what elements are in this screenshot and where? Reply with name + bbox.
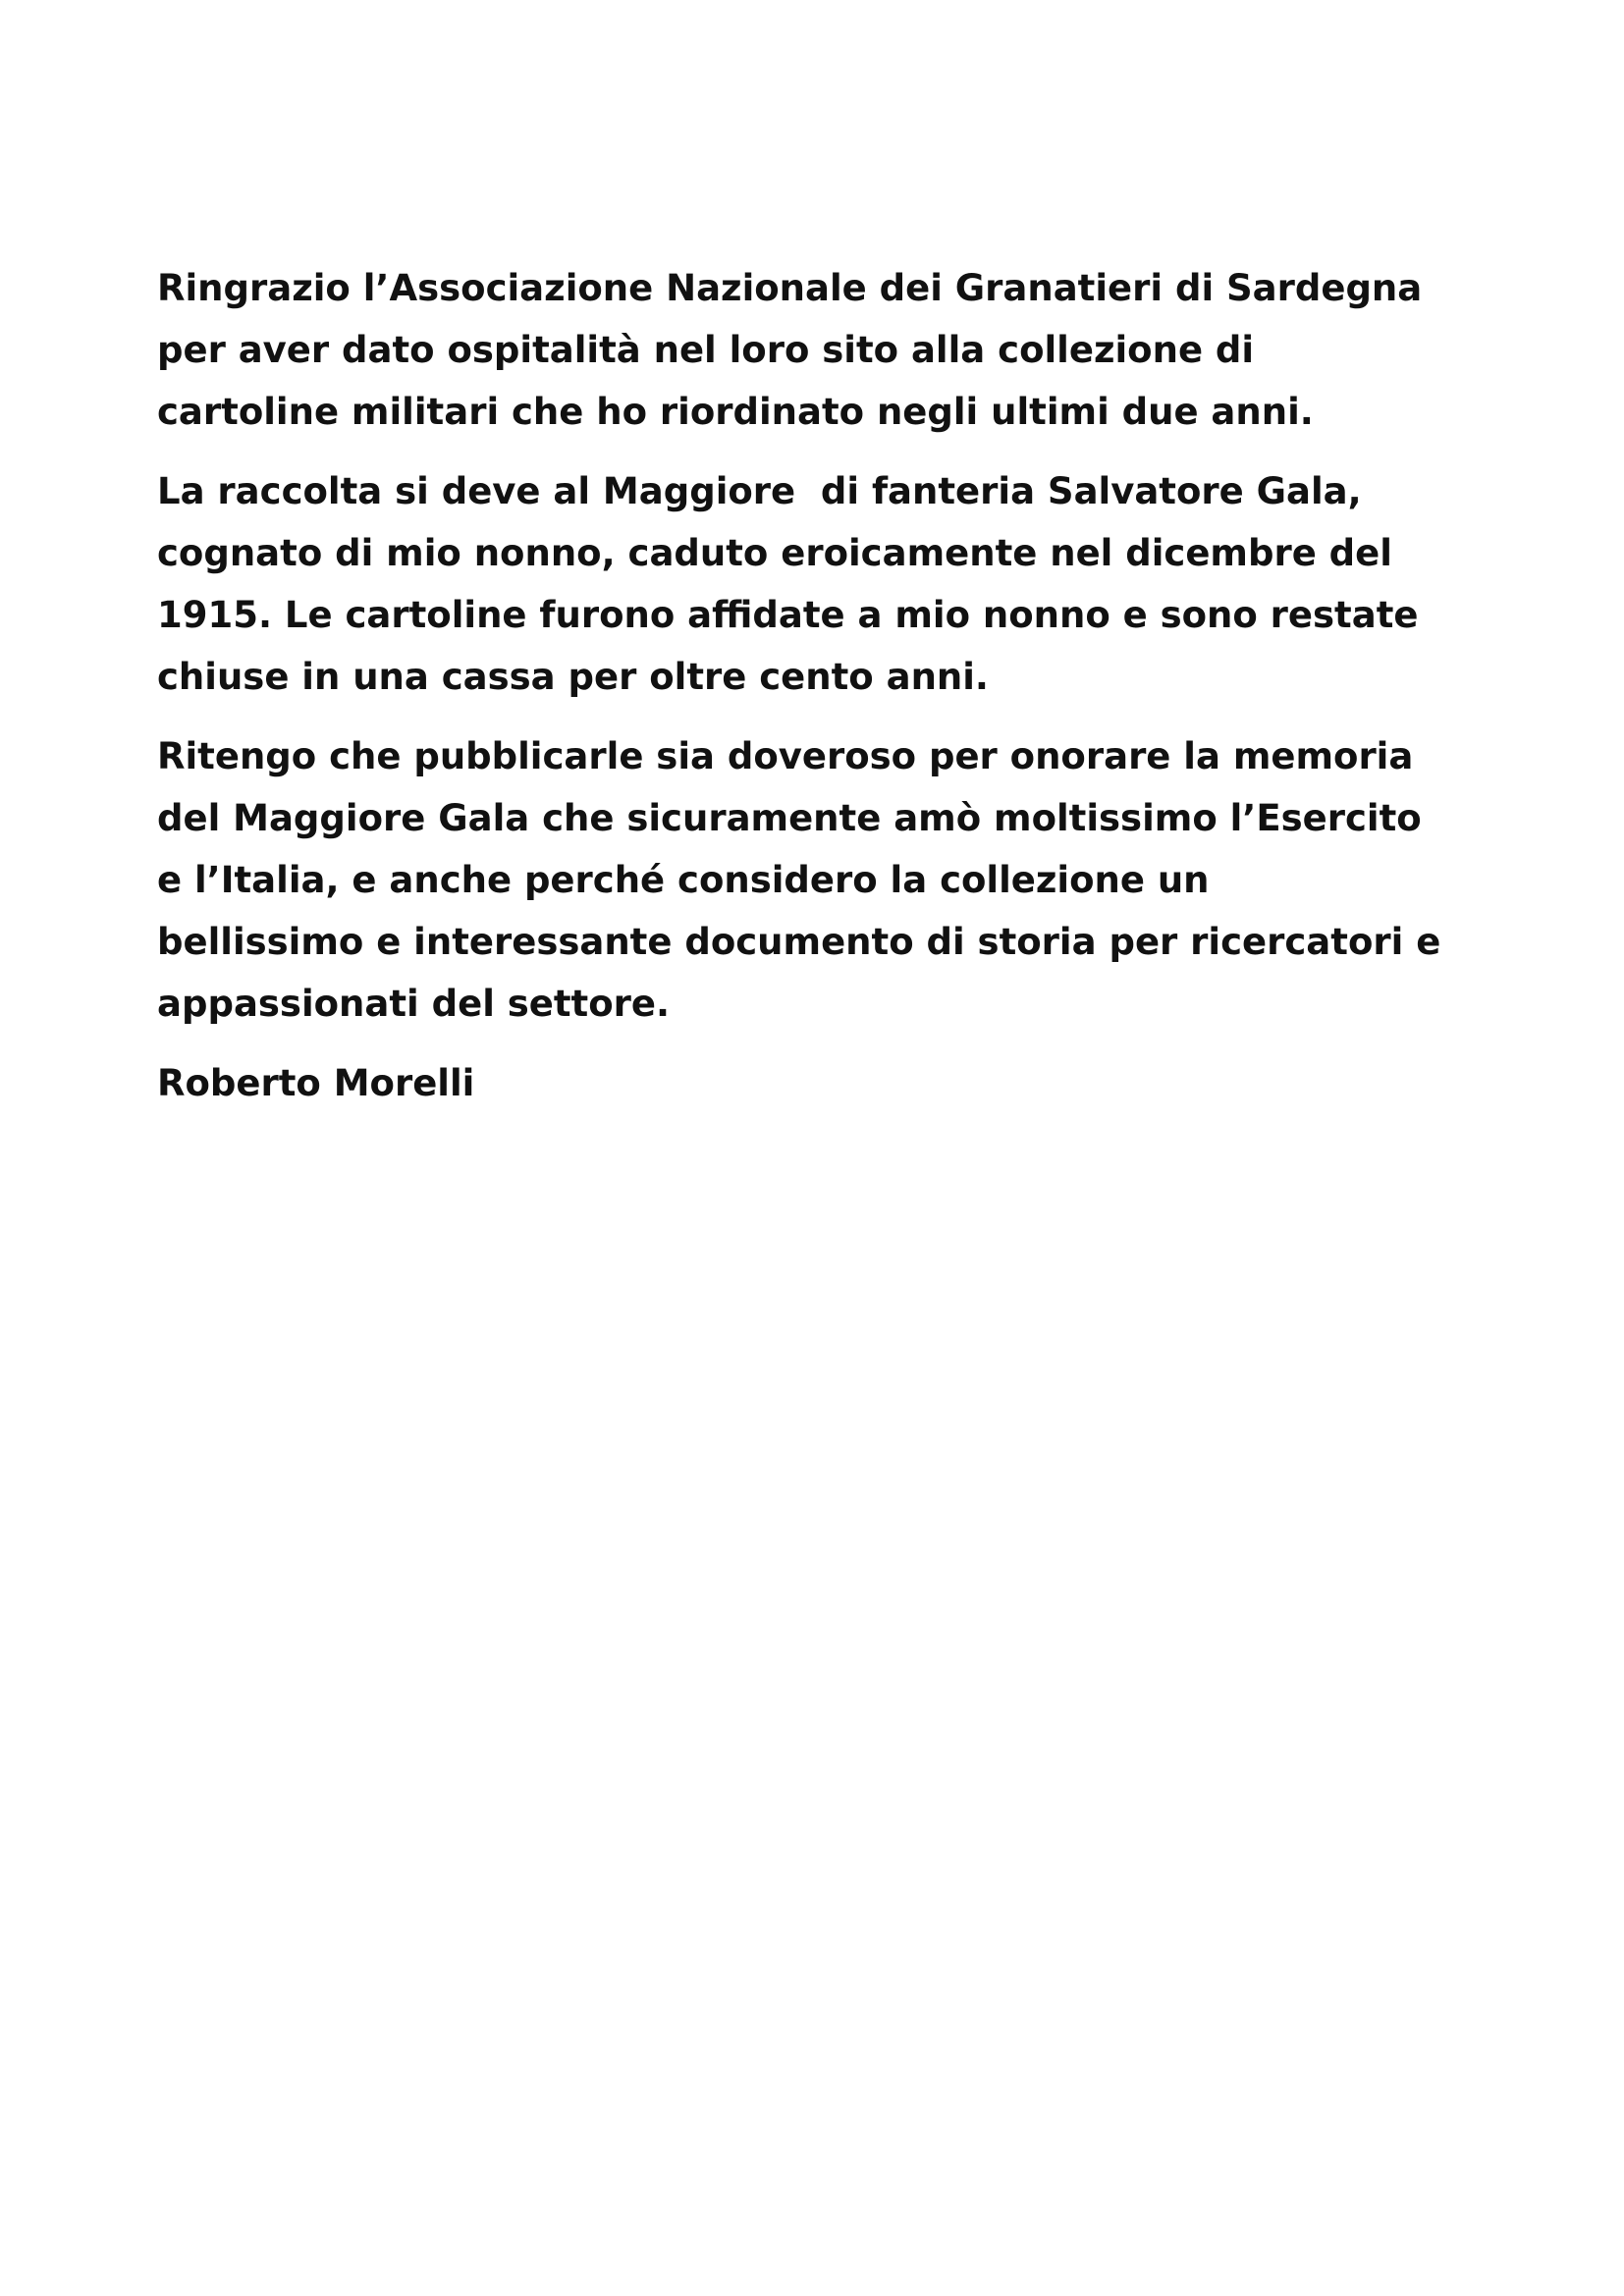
text-line: Ringrazio l’Associazione Nazionale dei Granatieri di Sardegna (157, 267, 1423, 309)
text-line: Ritengo che pubblicarle sia doveroso per onorare la memoria (157, 735, 1414, 777)
letter-body (157, 257, 1492, 1114)
text-line: per aver dato ospitalità nel loro sito alla collezione di (157, 329, 1255, 371)
text-line: del Maggiore Gala che sicuramente amò moltissimo l’Esercito (157, 797, 1422, 839)
paragraph-acknowledgement (157, 257, 1492, 443)
paragraph-spacer (157, 708, 1492, 725)
paragraph-spacer (157, 1035, 1492, 1052)
paragraph-motivation (157, 725, 1492, 1035)
paragraph-collection-origin (157, 460, 1492, 708)
text-line: e l’Italia, e anche perché considero la collezione un (157, 859, 1210, 901)
text-line: cartoline militari che ho riordinato negli ultimi due anni. (157, 391, 1314, 433)
signature: Roberto Morelli (157, 1062, 475, 1104)
text-line: 1915. Le cartoline furono affidate a mio nonno e sono restate (157, 594, 1419, 636)
text-line: chiuse in una cassa per oltre cento anni. (157, 656, 989, 698)
text-line: appassionati del settore. (157, 983, 671, 1025)
text-line: La raccolta si deve al Maggiore di fanteria Salvatore Gala, (157, 470, 1362, 512)
text-line: cognato di mio nonno, caduto eroicamente nel dicembre del (157, 532, 1392, 574)
text-line: bellissimo e interessante documento di storia per ricercatori e (157, 921, 1441, 963)
paragraph-spacer (157, 443, 1492, 460)
